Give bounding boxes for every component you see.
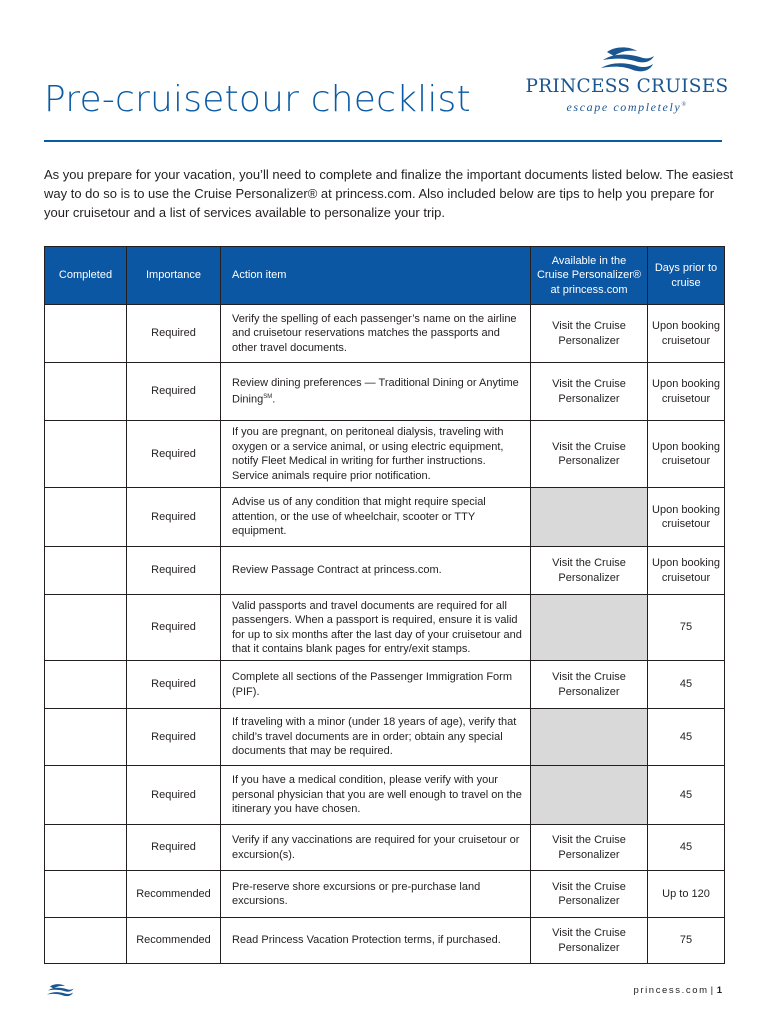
checklist-header-row xyxy=(45,247,725,305)
intro-paragraph: As you prepare for your vacation, you’ll need to complete and finalize the important documents listed below. The easiest way to do so is to use the Cruise Personalizer® at princess.com. Also included below are tips to help you prepare for your cruisetour and a list of services available to personalize your trip. xyxy=(44,167,734,220)
table-row xyxy=(45,547,725,595)
importance-cell: Required xyxy=(127,766,221,825)
days-prior-cell: 45 xyxy=(648,661,725,709)
importance-cell: Recommended xyxy=(127,918,221,964)
footer-site: princess.com xyxy=(633,985,709,996)
personalizer-cell: Visit the Cruise Personalizer xyxy=(531,871,648,918)
action-item-cell: If traveling with a minor (under 18 years of age), verify that child’s travel documents are in order; obtain any special documents that may be required. xyxy=(221,709,531,766)
action-item-cell: Verify if any vaccinations are required for your cruisetour or excursion(s). xyxy=(221,825,531,871)
personalizer-cell: Visit the Cruise Personalizer xyxy=(531,661,648,709)
completed-cell[interactable] xyxy=(45,488,127,547)
importance-cell: Required xyxy=(127,595,221,661)
importance-cell: Required xyxy=(127,305,221,363)
days-prior-cell: 75 xyxy=(648,595,725,661)
footer-separator: | xyxy=(710,985,715,996)
header-personalizer: Available in the Cruise Personalizer® at princess.com xyxy=(531,247,648,305)
table-row xyxy=(45,871,725,918)
action-item-cell: Pre-reserve shore excursions or pre-purchase land excursions. xyxy=(221,871,531,918)
completed-cell[interactable] xyxy=(45,871,127,918)
personalizer-cell: Visit the Cruise Personalizer xyxy=(531,305,648,363)
days-prior-cell: Upon booking cruisetour xyxy=(648,488,725,547)
personalizer-cell: Visit the Cruise Personalizer xyxy=(531,421,648,488)
days-prior-cell: 75 xyxy=(648,918,725,964)
table-row xyxy=(45,766,725,825)
days-prior-cell: 45 xyxy=(648,766,725,825)
checklist-table xyxy=(44,246,725,964)
action-item-cell: Valid passports and travel documents are required for all passengers. When a passport is required, ensure it is valid for up to six months after the last day of your cruisetour and that it contains blank pages for entry/exit stamps. xyxy=(221,595,531,661)
personalizer-cell: Visit the Cruise Personalizer xyxy=(531,363,648,421)
action-item-cell: If you have a medical condition, please verify with your personal physician that you are well enough to travel on the itinerary you have chosen. xyxy=(221,766,531,825)
completed-cell[interactable] xyxy=(45,305,127,363)
brand-name: PRINCESS CRUISES xyxy=(525,76,729,97)
completed-cell[interactable] xyxy=(45,661,127,709)
action-item-cell: Complete all sections of the Passenger Immigration Form (PIF). xyxy=(221,661,531,709)
personalizer-cell-unavailable xyxy=(531,595,648,661)
days-prior-cell: Up to 120 xyxy=(648,871,725,918)
days-prior-cell: 45 xyxy=(648,825,725,871)
page-number: 1 xyxy=(716,985,722,996)
table-row xyxy=(45,661,725,709)
completed-cell[interactable] xyxy=(45,547,127,595)
brand-tagline-mark: ® xyxy=(681,102,688,108)
footer-page-info xyxy=(633,985,722,996)
action-item-end: . xyxy=(272,393,276,406)
page-title: Pre-cruisetour checklist xyxy=(44,79,471,120)
table-row xyxy=(45,595,725,661)
importance-cell: Required xyxy=(127,363,221,421)
header-completed: Completed xyxy=(45,247,127,305)
importance-cell: Recommended xyxy=(127,871,221,918)
days-prior-cell: Upon booking cruisetour xyxy=(648,421,725,488)
completed-cell[interactable] xyxy=(45,766,127,825)
table-row xyxy=(45,363,725,421)
table-row xyxy=(45,305,725,363)
action-item-cell: Read Princess Vacation Protection terms, if purchased. xyxy=(221,918,531,964)
personalizer-cell-unavailable xyxy=(531,488,648,547)
brand-tagline xyxy=(522,98,732,115)
completed-cell[interactable] xyxy=(45,709,127,766)
table-row xyxy=(45,709,725,766)
completed-cell[interactable] xyxy=(45,918,127,964)
action-item-cell xyxy=(221,363,531,421)
action-item-cell: Review Passage Contract at princess.com. xyxy=(221,547,531,595)
table-row xyxy=(45,488,725,547)
brand-tagline-text: escape completely xyxy=(566,100,682,114)
table-row xyxy=(45,825,725,871)
personalizer-cell: Visit the Cruise Personalizer xyxy=(531,547,648,595)
completed-cell[interactable] xyxy=(45,421,127,488)
header-action-item: Action item xyxy=(221,247,531,305)
title-rule xyxy=(44,140,722,142)
days-prior-cell: Upon booking cruisetour xyxy=(648,547,725,595)
service-mark: SM xyxy=(263,394,273,401)
personalizer-cell-unavailable xyxy=(531,766,648,825)
footer-waves-logo-icon xyxy=(45,983,75,999)
importance-cell: Required xyxy=(127,488,221,547)
importance-cell: Required xyxy=(127,825,221,871)
completed-cell[interactable] xyxy=(45,825,127,871)
action-item-cell: Verify the spelling of each passenger’s name on the airline and cruisetour reservations matches the passports and other travel documents. xyxy=(221,305,531,363)
table-row xyxy=(45,421,725,488)
header-importance: Importance xyxy=(127,247,221,305)
personalizer-cell: Visit the Cruise Personalizer xyxy=(531,825,648,871)
personalizer-cell: Visit the Cruise Personalizer xyxy=(531,918,648,964)
days-prior-cell: Upon booking cruisetour xyxy=(648,305,725,363)
action-item-text: Review dining preferences — Traditional Dining or Anytime Dining xyxy=(232,376,519,406)
table-row xyxy=(45,918,725,964)
action-item-cell: If you are pregnant, on peritoneal dialysis, traveling with oxygen or a service animal, or using electric equipment, notify Fleet Medical in writing for further instructions. Service animals require prior notification. xyxy=(221,421,531,488)
personalizer-cell-unavailable xyxy=(531,709,648,766)
completed-cell[interactable] xyxy=(45,363,127,421)
importance-cell: Required xyxy=(127,421,221,488)
action-item-cell: Advise us of any condition that might require special attention, or the use of wheelchair, scooter or TTY equipment. xyxy=(221,488,531,547)
completed-cell[interactable] xyxy=(45,595,127,661)
days-prior-cell: Upon booking cruisetour xyxy=(648,363,725,421)
importance-cell: Required xyxy=(127,547,221,595)
princess-cruises-logo xyxy=(522,46,732,126)
days-prior-cell: 45 xyxy=(648,709,725,766)
importance-cell: Required xyxy=(127,709,221,766)
importance-cell: Required xyxy=(127,661,221,709)
sea-witch-waves-logo-icon xyxy=(597,46,657,76)
header-days-prior: Days prior to cruise xyxy=(648,247,725,305)
